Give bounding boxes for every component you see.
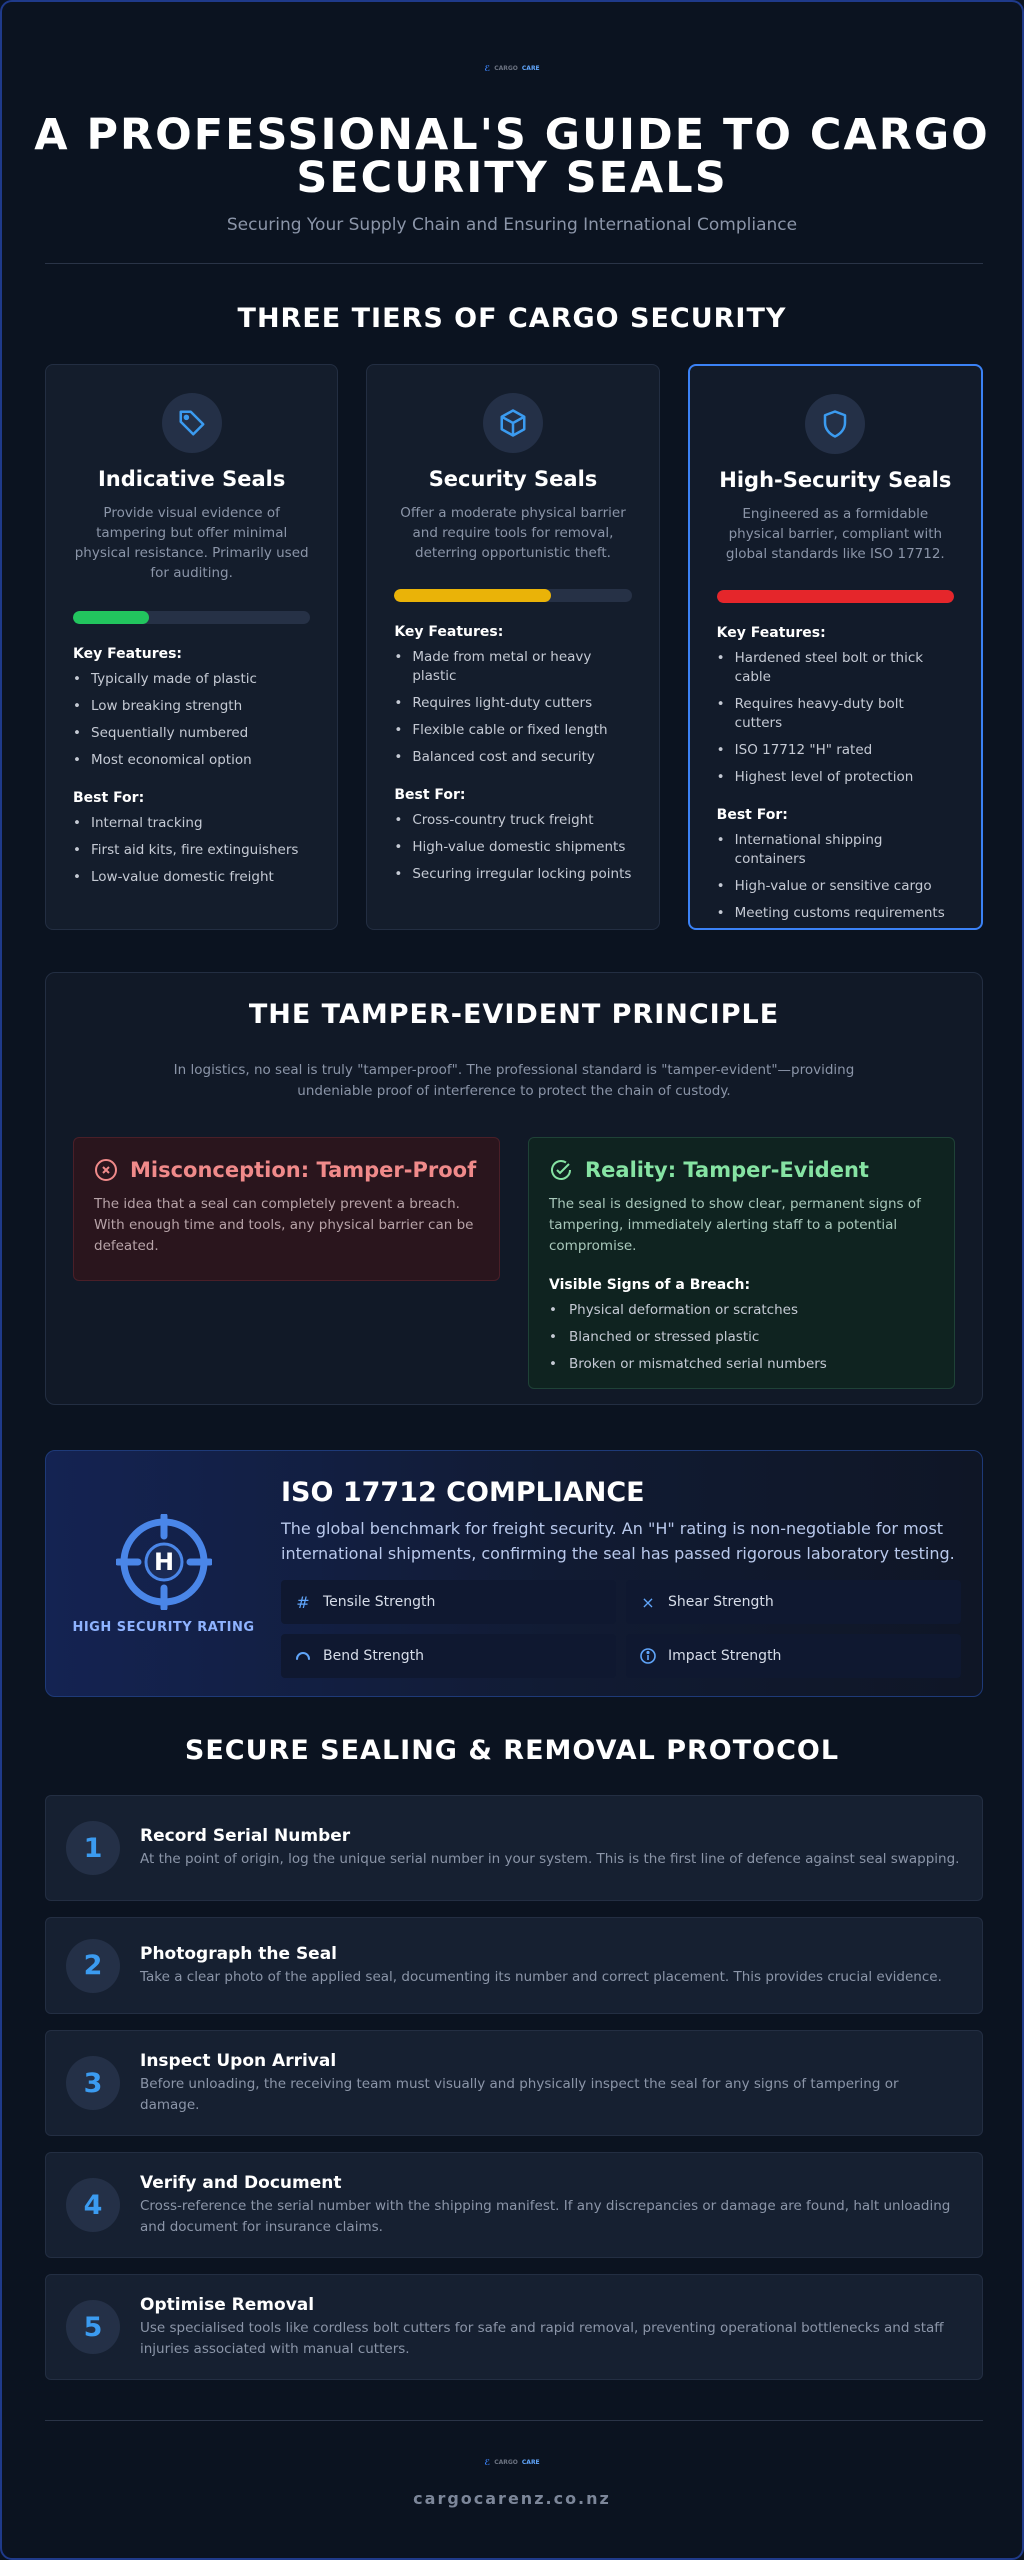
tier-description: Engineered as a formidable physical barrier, compliant with global standards like ISO 17712. (725, 506, 945, 562)
logo-text-accent: CARE (521, 2459, 540, 2466)
iso-badge-area (46, 1451, 281, 1698)
protocol-step (45, 2274, 983, 2380)
reality-card (528, 1137, 955, 1389)
iso-test-label: Shear Strength (668, 1594, 774, 1610)
breach-signs-list (549, 1301, 934, 1374)
logo-text: CARGO (494, 2459, 518, 2466)
step-description: Take a clear photo of the applied seal, documenting its number and correct placement. This provides crucial evidence. (140, 1968, 942, 1985)
best-for-label: Best For: (716, 807, 788, 823)
step-title: Optimise Removal (140, 2294, 315, 2315)
step-description: Cross-reference the serial number with the shipping manifest. If any discrepancies or damage are found, halt unloading and document for insurance claims. (140, 2197, 951, 2235)
key-features-label: Key Features: (716, 625, 826, 641)
best-for-item: • Low-value domestic freight (73, 868, 310, 887)
header-logo (2, 64, 1022, 73)
iso-test-label: Tensile Strength (323, 1594, 436, 1610)
iso-title: ISO 17712 COMPLIANCE (281, 1477, 645, 1508)
reality-header (549, 1158, 934, 1182)
breach-sign-item: • Broken or mismatched serial numbers (549, 1355, 934, 1374)
tier-description: Offer a moderate physical barrier and require tools for removal, deterring opportunistic theft. (400, 505, 626, 561)
best-for-item: • International shipping containers (717, 831, 954, 869)
feature-item: • Requires heavy-duty bolt cutters (717, 695, 954, 733)
misconception-body: The idea that a seal can completely prevent a breach. With enough time and tools, any physical barrier can be defeated. (94, 1196, 474, 1254)
step-number: 3 (66, 2056, 120, 2110)
footer-website-link[interactable]: cargocarenz.co.nz (413, 2489, 611, 2508)
step-description: Use specialised tools like cordless bolt cutters for safe and rapid removal, preventing operational bottlenecks and staff injuries associated with manual cutters. (140, 2319, 944, 2357)
high-security-badge-icon (116, 1514, 212, 1610)
tier-icon-badge (805, 394, 865, 454)
shield-icon (820, 409, 850, 439)
protocol-step (45, 1917, 983, 2014)
feature-item: • Most economical option (73, 751, 310, 770)
breach-signs-label: Visible Signs of a Breach: (549, 1277, 751, 1293)
tier-card-high-security (688, 364, 983, 930)
iso-test-shear (626, 1580, 961, 1624)
tag-icon (177, 408, 207, 438)
security-level-bar (717, 590, 954, 603)
tier-title: Security Seals (428, 467, 598, 491)
misconception-header (94, 1158, 479, 1182)
features-list (717, 649, 954, 787)
breach-sign-item: • Physical deformation or scratches (549, 1301, 934, 1320)
step-description: At the point of origin, log the unique serial number in your system. This is the first line of defence against seal swapping. (140, 1851, 960, 1867)
feature-item: • Highest level of protection (717, 768, 954, 787)
protocol-steps (45, 1795, 983, 2396)
protocol-title: SECURE SEALING & REMOVAL PROTOCOL (184, 1735, 840, 1766)
step-title: Photograph the Seal (140, 1943, 338, 1964)
best-for-item: • Securing irregular locking points (394, 865, 631, 884)
breach-sign-item: • Blanched or stressed plastic (549, 1328, 934, 1347)
x-icon: × (641, 1592, 655, 1612)
feature-item: • ISO 17712 "H" rated (717, 741, 954, 760)
feature-item: • Requires light-duty cutters (394, 694, 631, 713)
iso-test-label: Bend Strength (323, 1648, 424, 1664)
step-description: Before unloading, the receiving team must visually and physically inspect the seal for any signs of tampering or damage. (140, 2075, 899, 2113)
step-number: 1 (66, 1821, 120, 1875)
iso-test-label: Impact Strength (668, 1648, 782, 1664)
arc-icon (295, 1648, 311, 1664)
security-level-fill (394, 589, 551, 602)
step-text (140, 2173, 982, 2238)
logo-text: CARGO (494, 65, 518, 72)
tiers-row (45, 364, 983, 930)
best-for-item: • Internal tracking (73, 814, 310, 833)
features-list (73, 670, 310, 770)
reality-body: The seal is designed to show clear, permanent signs of tampering, immediately alerting staff to a potential compromise. (549, 1196, 921, 1254)
security-level-fill (73, 611, 149, 624)
best-for-list (73, 814, 310, 887)
box-icon (498, 408, 528, 438)
reality-title: Reality: Tamper-Evident (585, 1158, 869, 1182)
page-title: A PROFESSIONAL'S GUIDE TO CARGO SECURITY SEALS (34, 110, 990, 203)
protocol-step (45, 2152, 983, 2258)
principle-cards (46, 1137, 982, 1389)
feature-item: • Low breaking strength (73, 697, 310, 716)
protocol-step (45, 2030, 983, 2136)
features-list (394, 648, 631, 767)
iso-content (281, 1477, 961, 1678)
feature-item: • Hardened steel bolt or thick cable (717, 649, 954, 687)
tier-card-indicative (45, 364, 338, 930)
security-level-bar (73, 611, 310, 624)
key-features-label: Key Features: (73, 646, 183, 662)
badge-label: HIGH SECURITY RATING (72, 1620, 255, 1635)
best-for-item: • Meeting customs requirements (717, 904, 954, 923)
best-for-item: • First aid kits, fire extinguishers (73, 841, 310, 860)
principle-intro: In logistics, no seal is truly "tamper-proof". The professional standard is "tamper-evident"—providing undeniable proof of interference to protect the chain of custody. (173, 1062, 855, 1099)
step-number: 5 (66, 2300, 120, 2354)
header-divider (45, 263, 983, 264)
step-text (140, 1826, 979, 1870)
feature-item: • Balanced cost and security (394, 748, 631, 767)
tier-icon-badge (483, 393, 543, 453)
best-for-list (717, 831, 954, 923)
key-features-label: Key Features: (394, 624, 504, 640)
badge-letter: H (153, 1548, 174, 1576)
tier-title: Indicative Seals (97, 467, 286, 491)
logo-mark-icon: ℰ (484, 2458, 491, 2467)
x-circle-icon (94, 1158, 118, 1182)
best-for-item: • High-value domestic shipments (394, 838, 631, 857)
footer-divider (45, 2420, 983, 2421)
protocol-step (45, 1795, 983, 1901)
step-title: Inspect Upon Arrival (140, 2050, 337, 2071)
iso-tests-grid (281, 1580, 961, 1678)
iso-test-impact (626, 1634, 961, 1678)
step-title: Verify and Document (140, 2172, 342, 2193)
security-level-fill (717, 590, 954, 603)
feature-item: • Sequentially numbered (73, 724, 310, 743)
feature-item: • Made from metal or heavy plastic (394, 648, 631, 686)
tiers-section-title: THREE TIERS OF CARGO SECURITY (237, 303, 787, 334)
misconception-title: Misconception: Tamper-Proof (130, 1158, 477, 1182)
tier-description: Provide visual evidence of tampering but offer minimal physical resistance. Primarily used for auditing. (74, 505, 309, 581)
tier-card-security (366, 364, 659, 930)
iso-compliance-section (45, 1450, 983, 1697)
iso-test-bend (281, 1634, 616, 1678)
tier-title: High-Security Seals (719, 468, 952, 492)
misconception-card (73, 1137, 500, 1281)
best-for-list (394, 811, 631, 884)
step-title: Record Serial Number (140, 1826, 351, 1846)
principle-title: THE TAMPER-EVIDENT PRINCIPLE (248, 999, 780, 1030)
step-text (140, 1944, 962, 1988)
logo-mark-icon: ℰ (484, 64, 491, 73)
best-for-item: • Cross-country truck freight (394, 811, 631, 830)
tier-icon-badge (162, 393, 222, 453)
footer-logo (2, 2458, 1022, 2467)
step-number: 2 (66, 1939, 120, 1993)
best-for-label: Best For: (73, 790, 145, 806)
hero (2, 110, 1022, 235)
best-for-item: • High-value or sensitive cargo (717, 877, 954, 896)
page-subtitle: Securing Your Supply Chain and Ensuring International Compliance (226, 215, 798, 235)
check-circle-icon (549, 1158, 573, 1182)
hash-icon: # (296, 1592, 310, 1612)
feature-item: • Typically made of plastic (73, 670, 310, 689)
iso-description: The global benchmark for freight security. An "H" rating is non-negotiable for most international shipments, confirming the seal has passed rigorous laboratory testing. (281, 1519, 955, 1563)
tamper-evident-section (45, 972, 983, 1405)
security-level-bar (394, 589, 631, 602)
iso-test-tensile (281, 1580, 616, 1624)
best-for-label: Best For: (394, 787, 466, 803)
feature-item: • Flexible cable or fixed length (394, 721, 631, 740)
step-number: 4 (66, 2178, 120, 2232)
logo-text-accent: CARE (521, 65, 540, 72)
info-icon (640, 1648, 656, 1664)
step-text (140, 2051, 982, 2116)
step-text (140, 2295, 982, 2360)
